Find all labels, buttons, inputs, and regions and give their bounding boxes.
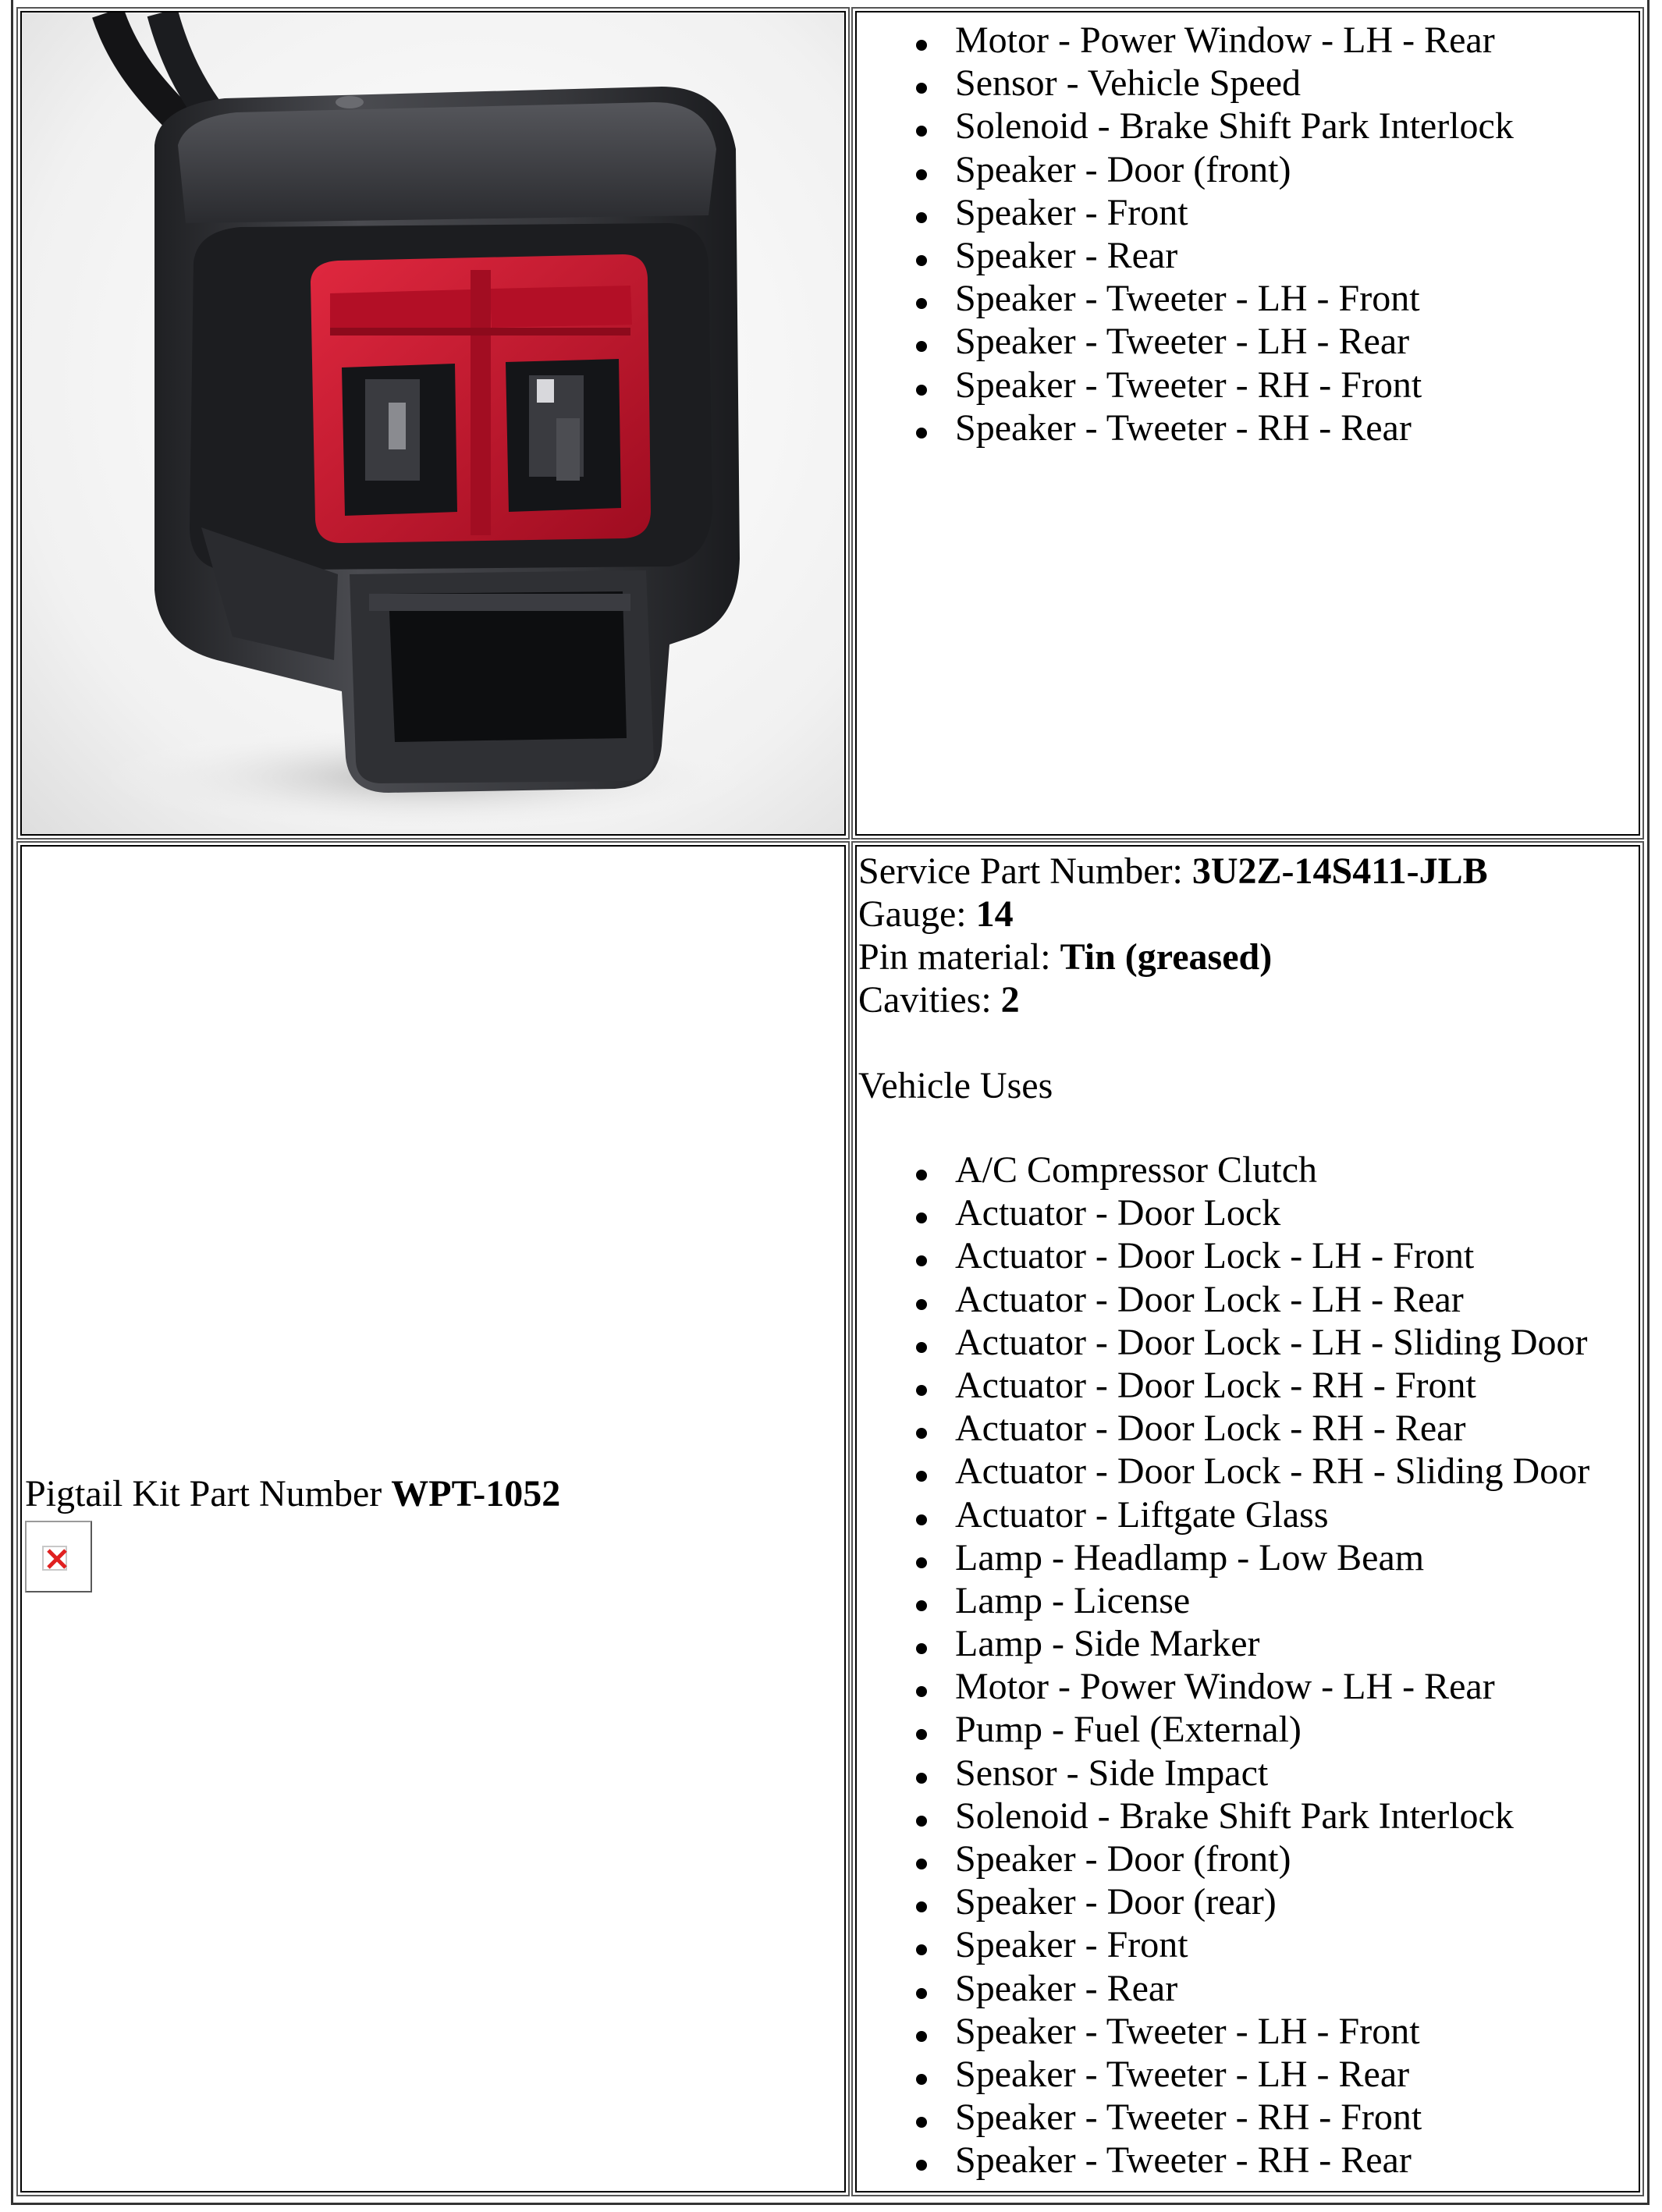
service-part-number-label: Service Part Number:	[858, 850, 1192, 892]
bullet-icon	[916, 1944, 927, 1955]
bullet-icon	[916, 1816, 927, 1827]
vehicle-use-label: Lamp - Headlamp - Low Beam	[955, 1536, 1425, 1578]
vehicle-use-label: Pump - Fuel (External)	[955, 1709, 1302, 1751]
bottom-vehicle-uses-list	[857, 1149, 1589, 2182]
bullet-icon	[916, 169, 927, 180]
bullet-icon	[916, 1988, 927, 1999]
vehicle-use-item	[857, 1795, 1589, 1837]
bullet-icon	[916, 341, 927, 352]
vehicle-use-label: Speaker - Tweeter - RH - Front	[955, 2097, 1422, 2139]
pigtail-kit-part-number: WPT-1052	[391, 1473, 561, 1514]
bullet-icon	[916, 298, 927, 309]
vehicle-uses-heading: Vehicle Uses	[858, 1065, 1053, 1106]
vehicle-use-item	[857, 2010, 1589, 2053]
vehicle-use-label: Solenoid - Brake Shift Park Interlock	[955, 105, 1514, 147]
bullet-icon	[916, 1901, 927, 1912]
gauge-value: 14	[975, 893, 1014, 935]
vehicle-use-label: A/C Compressor Clutch	[955, 1149, 1317, 1191]
connector-photo	[22, 12, 844, 834]
vehicle-use-label: Speaker - Door (front)	[955, 1838, 1291, 1880]
bullet-icon	[916, 212, 927, 223]
vehicle-use-label: Solenoid - Brake Shift Park Interlock	[955, 1795, 1514, 1837]
vehicle-use-label: Actuator - Liftgate Glass	[955, 1493, 1329, 1536]
vehicle-use-label: Speaker - Rear	[955, 234, 1178, 276]
vehicle-use-item	[857, 1450, 1589, 1493]
vehicle-use-label: Motor - Power Window - LH - Rear	[955, 1666, 1495, 1708]
pigtail-kit-label: Pigtail Kit Part Number	[25, 1473, 392, 1514]
bullet-icon	[916, 1514, 927, 1525]
pigtail-kit-line	[25, 1472, 560, 1515]
vehicle-use-label: Speaker - Tweeter - RH - Rear	[955, 407, 1412, 449]
vehicle-use-item	[857, 1493, 1589, 1536]
vehicle-use-item	[857, 2096, 1589, 2139]
bullet-icon	[916, 1471, 927, 1482]
vehicle-use-item	[857, 1665, 1589, 1708]
bullet-icon	[916, 40, 927, 51]
vehicle-use-item	[857, 1278, 1589, 1321]
connector-photo-cell	[20, 11, 846, 836]
vehicle-use-label: Speaker - Door (rear)	[955, 1881, 1277, 1923]
cavities-value: 2	[1000, 979, 1020, 1021]
bullet-icon	[916, 2031, 927, 2042]
vehicle-use-label: Actuator - Door Lock - LH - Front	[955, 1235, 1475, 1277]
bullet-icon	[916, 1773, 927, 1784]
vehicle-use-item	[857, 1622, 1589, 1665]
bullet-icon	[916, 1299, 927, 1310]
top-vehicle-uses-list	[857, 19, 1514, 449]
pin-material-value: Tin (greased)	[1060, 936, 1273, 978]
vehicle-use-item	[857, 1837, 1589, 1880]
vehicle-use-item	[857, 19, 1514, 62]
bullet-icon	[916, 1643, 927, 1654]
vehicle-use-item	[857, 2053, 1589, 2096]
bullet-icon	[916, 2117, 927, 2128]
vehicle-use-item	[857, 277, 1514, 320]
vehicle-use-label: Speaker - Tweeter - RH - Front	[955, 364, 1422, 406]
vehicle-use-item	[857, 191, 1514, 234]
vehicle-use-item	[857, 1321, 1589, 1364]
bullet-icon	[916, 126, 927, 137]
bullet-icon	[916, 1170, 927, 1181]
vehicle-use-item	[857, 1579, 1589, 1622]
vehicle-use-label: Speaker - Front	[955, 1924, 1188, 1966]
vehicle-use-item	[857, 1752, 1589, 1795]
bullet-icon	[916, 1600, 927, 1611]
bullet-icon	[916, 1686, 927, 1697]
bullet-icon	[916, 1859, 927, 1869]
vehicle-use-item	[857, 62, 1514, 105]
vehicle-use-label: Actuator - Door Lock - RH - Front	[955, 1364, 1476, 1406]
pigtail-kit-cell	[20, 845, 846, 2192]
vehicle-use-label: Sensor - Vehicle Speed	[955, 62, 1302, 105]
vehicle-use-item	[857, 1191, 1589, 1234]
bullet-icon	[916, 1729, 927, 1740]
bullet-icon	[916, 83, 927, 94]
vehicle-use-item	[857, 407, 1514, 449]
vehicle-use-item	[857, 105, 1514, 147]
bullet-icon	[916, 385, 927, 396]
red-x-icon	[30, 1525, 87, 1588]
vehicle-use-label: Speaker - Tweeter - LH - Front	[955, 278, 1420, 320]
bullet-icon	[916, 255, 927, 266]
vehicle-use-item	[857, 234, 1514, 277]
broken-image-icon[interactable]	[25, 1521, 92, 1592]
bullet-icon	[916, 2074, 927, 2085]
bullet-icon	[916, 1428, 927, 1439]
vehicle-use-label: Speaker - Tweeter - LH - Rear	[955, 321, 1410, 363]
vehicle-use-item	[857, 1234, 1589, 1277]
gauge-label: Gauge:	[858, 893, 976, 935]
bullet-icon	[916, 1213, 927, 1223]
vehicle-use-label: Speaker - Tweeter - LH - Front	[955, 2010, 1420, 2052]
vehicle-use-item	[857, 1364, 1589, 1407]
service-part-number-line	[858, 850, 1488, 893]
bullet-icon	[916, 1557, 927, 1568]
vehicle-use-label: Actuator - Door Lock - RH - Rear	[955, 1408, 1466, 1450]
vehicle-use-label: Speaker - Tweeter - LH - Rear	[955, 2053, 1410, 2095]
vehicle-use-item	[857, 1967, 1589, 2010]
vehicle-use-item	[857, 1880, 1589, 1923]
vehicle-use-item	[857, 1149, 1589, 1191]
pin-material-label: Pin material:	[858, 936, 1060, 978]
vehicle-use-label: Speaker - Rear	[955, 1967, 1178, 2009]
vehicle-use-item	[857, 1923, 1589, 1966]
vehicle-use-label: Speaker - Door (front)	[955, 148, 1291, 190]
vehicle-use-label: Actuator - Door Lock - LH - Rear	[955, 1278, 1464, 1320]
vehicle-use-label: Motor - Power Window - LH - Rear	[955, 20, 1495, 61]
vehicle-use-item	[857, 1708, 1589, 1751]
top-vehicle-uses-cell	[855, 11, 1640, 836]
vehicle-use-item	[857, 1407, 1589, 1450]
bullet-icon	[916, 1342, 927, 1353]
service-part-number-value: 3U2Z-14S411-JLB	[1191, 850, 1488, 892]
vehicle-use-item	[857, 2139, 1589, 2182]
bullet-icon	[916, 1255, 927, 1266]
pin-material-line	[858, 936, 1272, 978]
cavities-label: Cavities:	[858, 979, 1001, 1021]
gauge-line	[858, 893, 1014, 936]
bullet-icon	[916, 428, 927, 438]
vehicle-use-label: Speaker - Tweeter - RH - Rear	[955, 2139, 1412, 2182]
vehicle-use-item	[857, 1536, 1589, 1579]
vehicle-use-label: Actuator - Door Lock - RH - Sliding Door	[955, 1450, 1590, 1493]
vehicle-use-label: Actuator - Door Lock	[955, 1192, 1281, 1234]
vehicle-use-label: Lamp - License	[955, 1579, 1191, 1621]
cavities-line	[858, 978, 1020, 1021]
bullet-icon	[916, 1385, 927, 1396]
vehicle-use-label: Lamp - Side Marker	[955, 1623, 1260, 1665]
vehicle-use-label: Actuator - Door Lock - LH - Sliding Door	[955, 1321, 1588, 1363]
vehicle-use-label: Sensor - Side Impact	[955, 1752, 1269, 1794]
part-details-cell	[855, 845, 1640, 2192]
vehicle-use-label: Speaker - Front	[955, 191, 1188, 233]
vehicle-use-item	[857, 320, 1514, 363]
bullet-icon	[916, 2160, 927, 2171]
vehicle-use-item	[857, 364, 1514, 407]
vehicle-use-item	[857, 148, 1514, 191]
